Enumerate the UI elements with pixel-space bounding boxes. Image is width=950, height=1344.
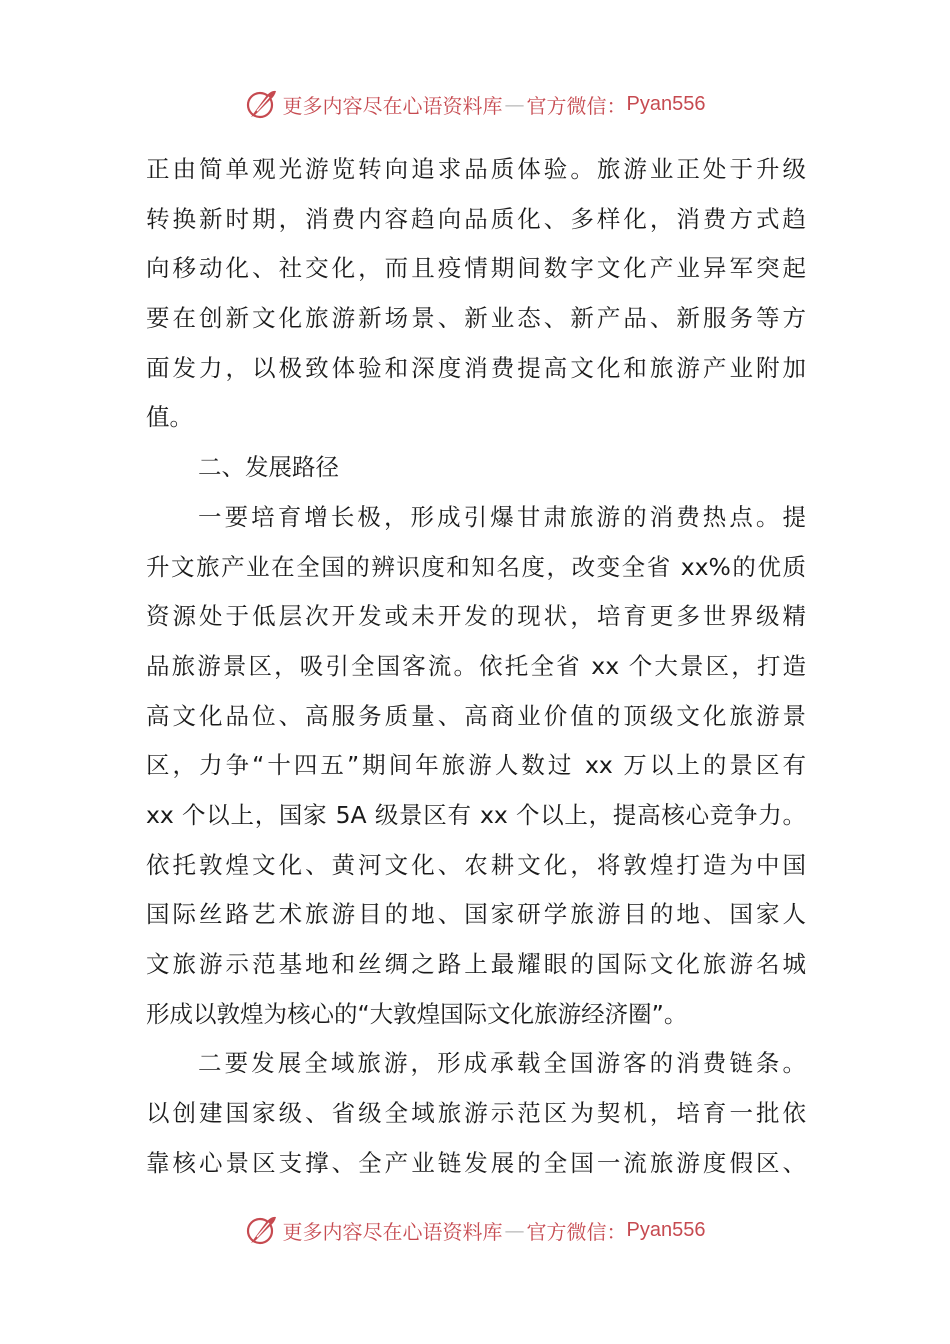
text-line: 依托敦煌文化、黄河文化、农耕文化，将敦煌打造为中国 [146, 850, 806, 879]
text-line: 要在创新文化旅游新场景、新业态、新产品、新服务等方 [146, 304, 806, 333]
text-line: 品旅游景区，吸引全国客流。依托全省 xx 个大景区，打造 [146, 651, 806, 680]
banner-dash: — [504, 1218, 525, 1242]
header-watermark-banner [0, 84, 950, 124]
footer-watermark-banner [0, 1210, 950, 1250]
text-line: 高文化品位、高服务质量、高商业价值的顶级文化旅游景 [146, 701, 806, 730]
text-line: xx 个以上，国家 5A 级景区有 xx 个以上，提高核心竞争力。 [146, 800, 806, 829]
text-line: 面发力，以极致体验和深度消费提高文化和旅游产业附加 [146, 353, 806, 382]
text-line: 升文旅产业在全国的辨识度和知名度，改变全省 xx%的优质 [146, 552, 806, 581]
text-line: 以创建国家级、省级全域旅游示范区为契机，培育一批依 [146, 1099, 806, 1128]
text-line: 国际丝路艺术旅游目的地、国家研学旅游目的地、国家人 [146, 900, 806, 929]
text-line: 文旅游示范基地和丝绸之路上最耀眼的国际文化旅游名城 [146, 950, 806, 978]
banner-wechat-label: 官方微信： [526, 93, 627, 118]
text-line: 一要培育增长极，形成引爆甘肃旅游的消费热点。提 [198, 502, 806, 531]
text-line: 区，力争“十四五”期间年旅游人数过 xx 万以上的景区有 [146, 751, 806, 780]
text-line: 正由简单观光游览转向追求品质体验。旅游业正处于升级 [146, 155, 806, 183]
banner-dash: — [504, 92, 525, 116]
banner-text: 更多内容尽在心语资料库 [282, 93, 503, 118]
text-line: 形成以敦煌为核心的“大敦煌国际文化旅游经济圈”。 [146, 999, 688, 1028]
quill-pen-logo-icon [245, 87, 279, 121]
text-line: 向移动化、社交化，而且疫情期间数字文化产业异军突起 [146, 254, 806, 283]
quill-pen-logo-icon [245, 1213, 279, 1247]
text-line: 资源处于低层次开发或未开发的现状，培育更多世界级精 [146, 602, 806, 631]
text-line: 转换新时期，消费内容趋向品质化、多样化，消费方式趋 [146, 204, 806, 233]
text-line: 值。 [146, 403, 193, 432]
text-line: 二、发展路径 [198, 453, 339, 482]
document-body [146, 145, 806, 1188]
banner-wechat-id: Pyan556 [626, 92, 706, 115]
banner-text: 更多内容尽在心语资料库 [282, 1219, 503, 1244]
text-line: 二要发展全域旅游，形成承载全国游客的消费链条。 [198, 1049, 806, 1078]
banner-wechat-id: Pyan556 [626, 1218, 706, 1241]
banner-wechat-label: 官方微信： [526, 1219, 627, 1244]
text-line: 靠核心景区支撑、全产业链发展的全国一流旅游度假区、 [146, 1148, 806, 1177]
